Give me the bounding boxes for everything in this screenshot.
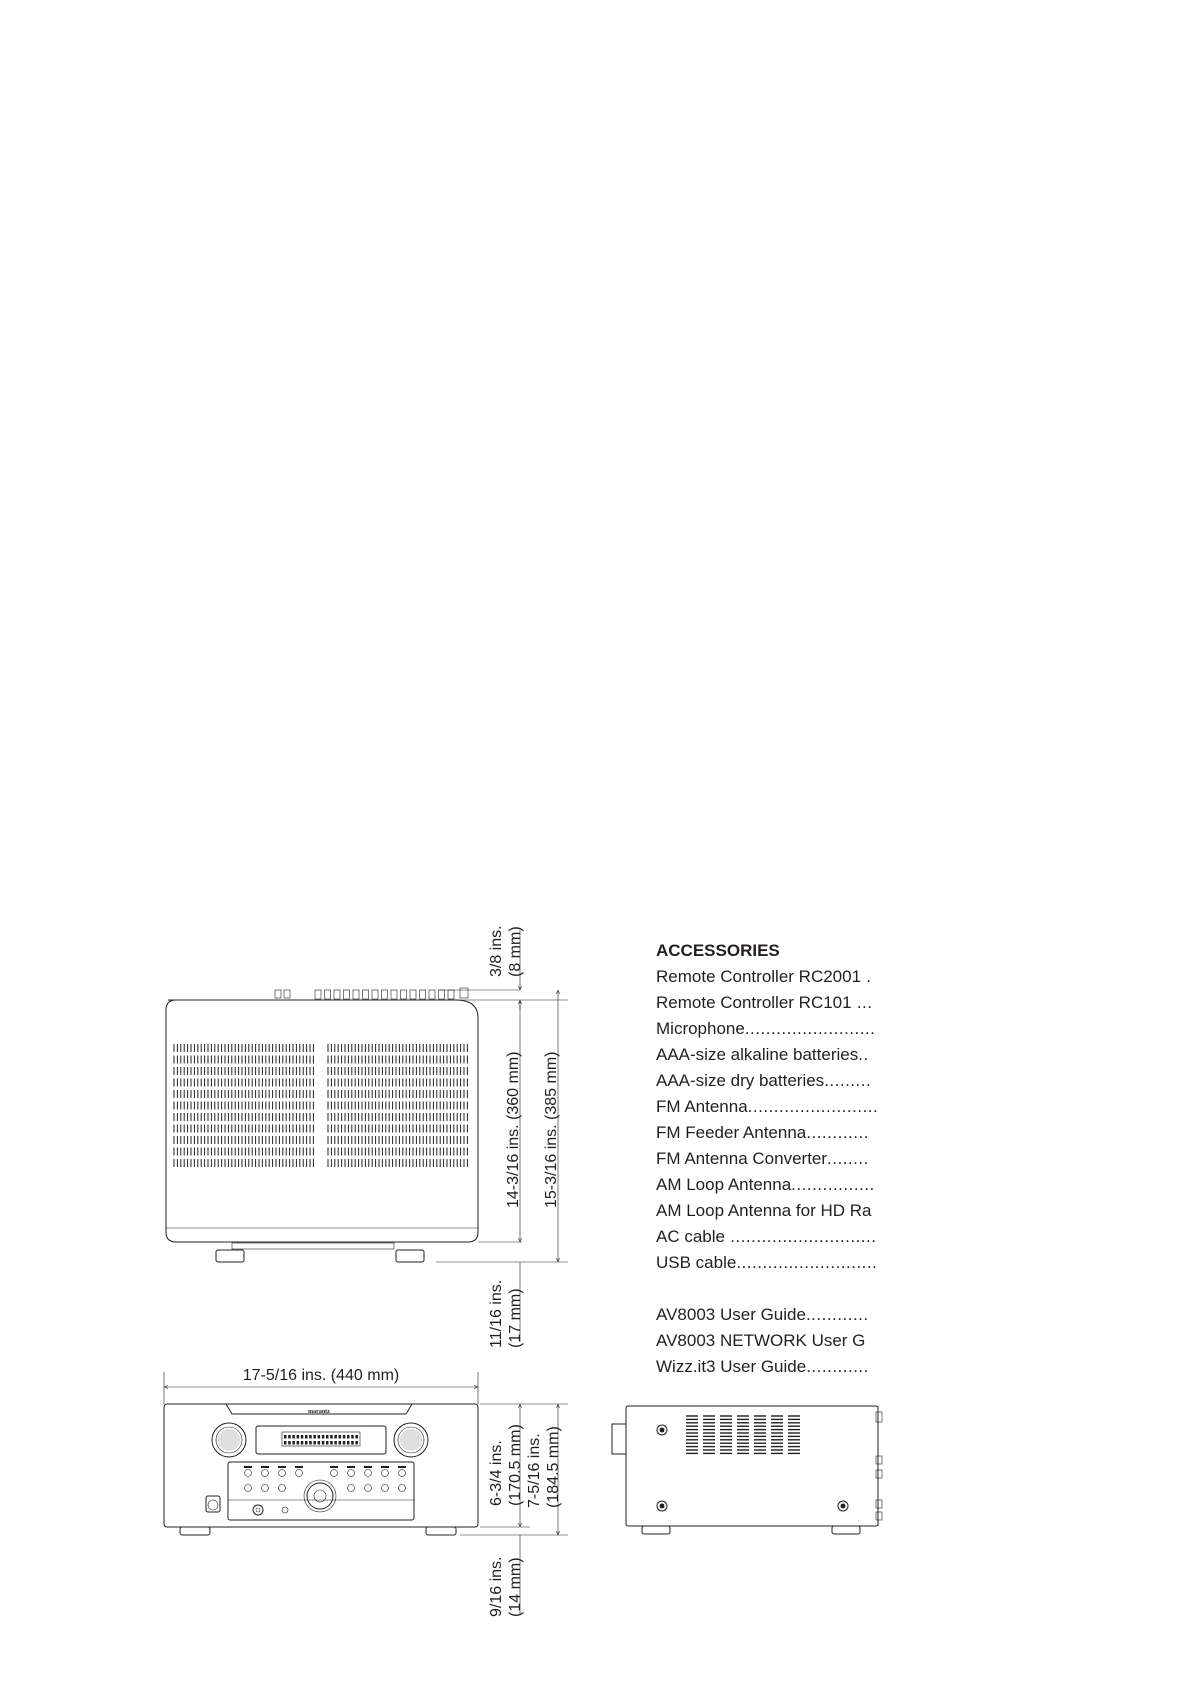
side-view <box>612 1406 882 1534</box>
accessory-name: AAA-size alkaline batteries <box>656 1045 859 1064</box>
top-body-outline <box>166 1000 478 1242</box>
side-foot-right <box>832 1526 860 1534</box>
dim-width: 17-5/16 ins. (440 mm) <box>242 1367 400 1384</box>
input-knob[interactable] <box>212 1423 246 1457</box>
side-body-outline <box>626 1406 878 1526</box>
dim-front-height-total <box>526 1426 562 1508</box>
accessory-leader: . <box>861 967 872 986</box>
accessory-leader: ........ <box>827 1149 869 1168</box>
accessory-name: AV8003 User Guide <box>656 1305 806 1324</box>
accessory-item <box>656 1172 886 1198</box>
accessory-name: FM Feeder Antenna <box>656 1123 807 1142</box>
accessory-item <box>656 1146 886 1172</box>
side-foot-left <box>642 1526 670 1534</box>
volume-knob[interactable] <box>394 1423 428 1457</box>
foot-right <box>396 1250 424 1262</box>
mic-jack <box>282 1507 288 1513</box>
accessory-item <box>656 1016 886 1042</box>
accessory-name: AM Loop Antenna for HD Ra <box>656 1201 872 1220</box>
rear-connectors <box>275 988 468 999</box>
svg-text:(17 mm): (17 mm) <box>507 1288 524 1348</box>
dim-foot-height <box>488 1557 524 1617</box>
accessory-item <box>656 1354 886 1380</box>
side-screw <box>657 1425 667 1435</box>
svg-text:3/8 ins.: 3/8 ins. <box>488 925 505 977</box>
front-buttons <box>244 1466 406 1492</box>
accessory-item <box>656 1042 886 1068</box>
dim-depth-body: 14-3/16 ins. (360 mm) <box>505 1051 522 1208</box>
brand-logo: marantz <box>308 1409 330 1415</box>
accessory-leader: ......... <box>824 1071 872 1090</box>
accessory-leader: ............ <box>805 1305 869 1324</box>
accessory-name: Wizz.it3 User Guide <box>656 1357 807 1376</box>
display-window <box>256 1426 386 1454</box>
side-front-knob <box>612 1424 626 1454</box>
headphone-jack <box>253 1505 263 1515</box>
base-plate <box>232 1243 394 1249</box>
accessory-name: AC cable <box>656 1227 725 1246</box>
accessory-leader: ... <box>851 993 873 1012</box>
side-vents <box>686 1416 800 1453</box>
dim-depth-total: 15-3/16 ins. (385 mm) <box>543 1051 560 1208</box>
accessory-item <box>656 1250 886 1276</box>
front-foot-left <box>180 1527 210 1535</box>
accessory-name: AAA-size dry batteries <box>656 1071 825 1090</box>
accessory-name: Remote Controller RC2001 <box>656 967 862 986</box>
accessory-item <box>656 1302 886 1328</box>
side-screw <box>657 1501 667 1511</box>
accessory-item <box>656 1224 886 1250</box>
dim-front-height-body <box>488 1424 524 1506</box>
accessory-name: Remote Controller RC101 <box>656 993 852 1012</box>
svg-text:(8 mm): (8 mm) <box>507 926 524 977</box>
accessory-item <box>656 1198 886 1224</box>
accessory-name: FM Antenna Converter <box>656 1149 828 1168</box>
accessory-leader: ................ <box>791 1175 875 1194</box>
accessory-leader: ........................... <box>736 1253 878 1272</box>
svg-text:9/16 ins.: 9/16 ins. <box>488 1556 505 1617</box>
accessory-name: USB cable <box>656 1253 737 1272</box>
front-foot-right <box>426 1527 456 1535</box>
svg-text:(14 mm): (14 mm) <box>507 1557 524 1617</box>
accessory-item <box>656 1120 886 1146</box>
accessories-list <box>656 938 886 1380</box>
accessory-leader: ......................... <box>747 1097 879 1116</box>
front-door-panel <box>228 1462 414 1520</box>
accessory-name: Microphone <box>656 1019 745 1038</box>
accessory-item <box>656 1094 886 1120</box>
accessory-leader: ......................... <box>744 1019 876 1038</box>
accessory-item <box>656 1328 886 1354</box>
accessory-leader: .. <box>858 1045 869 1064</box>
accessory-item <box>656 964 886 990</box>
accessory-leader: ............................ <box>724 1227 877 1246</box>
front-view <box>164 1404 478 1535</box>
svg-text:11/16 ins.: 11/16 ins. <box>488 1279 505 1348</box>
left-vent-grid <box>174 1044 313 1167</box>
svg-text:7-5/16 ins.: 7-5/16 ins. <box>526 1433 543 1508</box>
accessory-item <box>656 990 886 1016</box>
accessory-leader: ............ <box>806 1123 869 1142</box>
accessories-title: ACCESSORIES <box>656 941 780 960</box>
dim-bottom-clearance <box>488 1280 524 1348</box>
top-view <box>166 988 478 1262</box>
svg-text:6-3/4 ins.: 6-3/4 ins. <box>488 1440 505 1506</box>
right-vent-grid <box>328 1044 467 1167</box>
svg-text:(184.5 mm): (184.5 mm) <box>545 1426 562 1508</box>
dim-top-clearance <box>488 925 524 977</box>
svg-text:(170.5 mm): (170.5 mm) <box>507 1424 524 1506</box>
side-screw <box>838 1501 848 1511</box>
cursor-pad[interactable] <box>304 1480 336 1512</box>
accessory-leader: ............ <box>806 1357 869 1376</box>
front-width-dimension <box>164 1367 478 1404</box>
foot-left <box>216 1250 244 1262</box>
accessory-name: AM Loop Antenna <box>656 1175 792 1194</box>
accessory-item <box>656 1068 886 1094</box>
accessory-name: FM Antenna <box>656 1097 748 1116</box>
accessory-name: AV8003 NETWORK User G <box>656 1331 866 1350</box>
